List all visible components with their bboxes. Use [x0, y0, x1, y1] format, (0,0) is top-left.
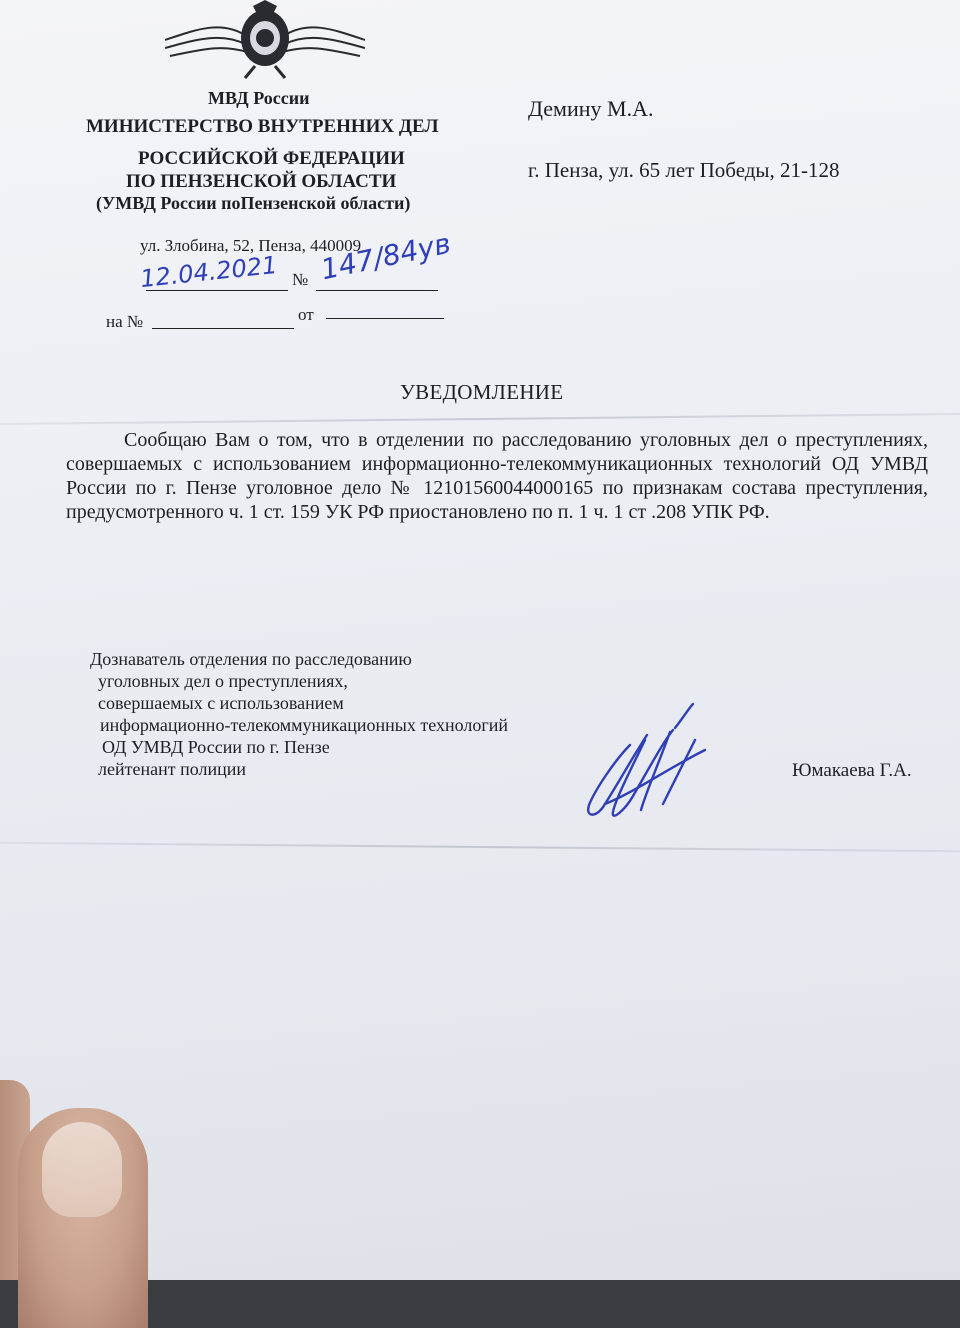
- sender-address: ул. Злобина, 52, Пенза, 440009: [140, 236, 362, 255]
- recipient-address: г. Пенза, ул. 65 лет Победы, 21-128: [528, 158, 840, 182]
- reference-label: на №: [106, 312, 144, 331]
- signatory-name: Юмакаева Г.А.: [792, 760, 912, 781]
- signatory-line: ОД УМВД России по г. Пензе: [102, 737, 330, 757]
- signatory-position: [90, 648, 508, 780]
- reference-underline: [152, 328, 294, 329]
- region-line: ПО ПЕНЗЕНСКОЙ ОБЛАСТИ: [126, 171, 397, 192]
- ministry-name-line2: РОССИЙСКОЙ ФЕДЕРАЦИИ: [138, 148, 405, 169]
- number-label: №: [292, 270, 309, 289]
- ministry-name-line1: МИНИСТЕРСТВО ВНУТРЕННИХ ДЕЛ: [86, 116, 439, 137]
- thumb-nail: [42, 1122, 122, 1217]
- agency-short-name: МВД России: [208, 88, 310, 108]
- signatory-line: уголовных дел о преступлениях,: [98, 671, 348, 691]
- from-underline: [326, 318, 444, 319]
- recipient-name: Демину М.А.: [528, 96, 654, 121]
- number-underline: [316, 290, 438, 291]
- document-title: УВЕДОМЛЕНИЕ: [400, 380, 564, 404]
- handwritten-number: 147/84ув: [318, 226, 454, 287]
- handwritten-signature-icon: [575, 700, 710, 830]
- signatory-line: Дознаватель отделения по расследованию: [90, 649, 412, 669]
- notice-body: [66, 428, 928, 524]
- department-short-name: (УМВД России поПензенской области): [96, 193, 411, 213]
- signatory-line: информационно-телекоммуникационных технологий: [100, 715, 509, 735]
- paper-fold-line: [0, 413, 960, 425]
- double-headed-eagle-emblem-icon: [165, 0, 365, 80]
- notice-paragraph: Сообщаю Вам о том, что в отделении по расследованию уголовных дел о преступлениях, совершаемых с использованием информационно-телекоммуникационных технологий ОД УМВД России по г. Пензе уголовное дело № 12101560044000165 по признакам состава преступления, предусмотренного ч. 1 ст. 159 УК РФ приостановлено по п. 1 ч. 1 ст .208 УПК РФ.: [66, 429, 928, 523]
- from-label: от: [298, 305, 314, 324]
- signatory-line: совершаемых с использованием: [98, 693, 344, 713]
- signatory-line: лейтенант полиции: [98, 759, 246, 779]
- handwritten-date: 12.04.2021: [138, 250, 279, 294]
- paper-fold-line: [0, 842, 960, 852]
